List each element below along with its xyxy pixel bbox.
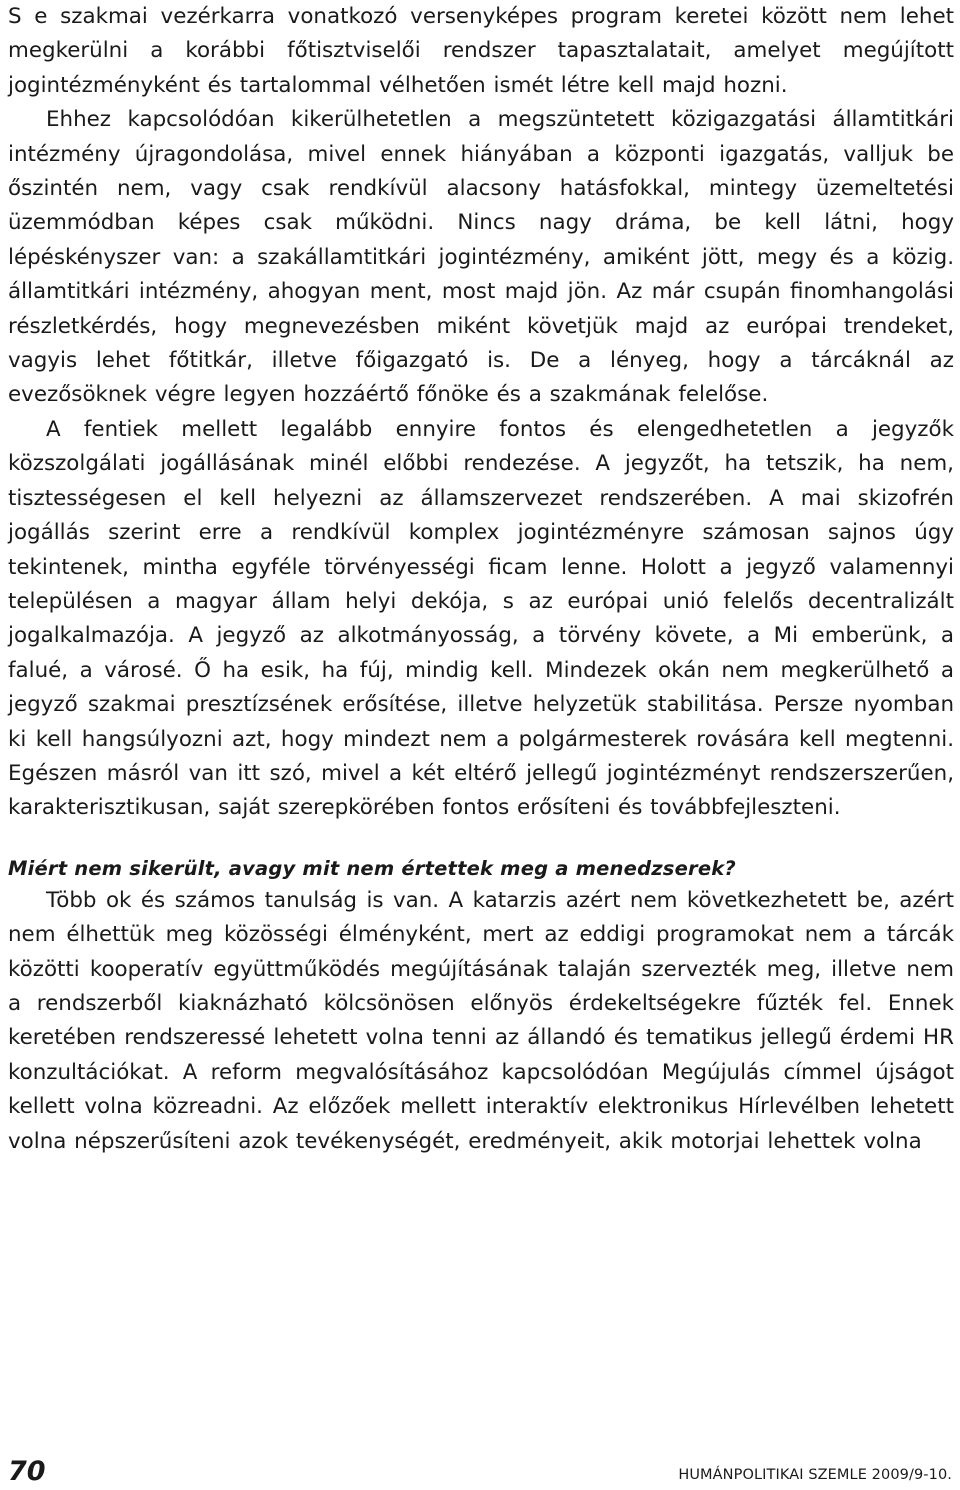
paragraph-2: Ehhez kapcsolódóan kikerülhetetlen a megszüntetett közigazgatási államtitkári intézmény újragondolása, mivel ennek hiányában a központi igazgatás, valljuk be őszintén nem, vagy csak rendkívül alacsony hatásfokkal, mintegy üzemeltetési üzemmódban képes csak működni. Nincs nagy dráma, be kell látni, hogy lépéskényszer van: a szakállamtitkári jogintézmény, amiként jött, megy és a közig. államtitkári intézmény, ahogyan ment, most majd jön. Az már csupán finomhangolási részletkérdés, hogy megnevezésben miként követjük majd az európai trendeket, vagyis lehet főtitkár, illetve főigazgató is. De a lényeg, hogy a tárcáknál az evezősöknek végre legyen hozzáértő főnöke és a szakmának felelőse. [8, 107, 954, 408]
paragraph-4: Több ok és számos tanulság is van. A katarzis azért nem következhetett be, azért nem élhettük meg közösségi élményként, mert az eddigi programokat nem a tárcák közötti kooperatív együttműködés megújításának talaján szervezték meg, illetve nem a rendszerből kiaknázható kölcsönösen előnyös érdekeltségekre fűzték fel. Ennek keretében rendszeressé lehetett volna tenni az állandó és tematikus jellegű érdemi HR konzultációkat. A reform megvalósításához kapcsolódóan Megújulás címmel újságot kellett volna közreadni. Az előzőek mellett interaktív elektronikus Hírlevélben lehetett volna népszerűsíteni azok tevékenységét, eredményeit, akik motorjai lehettek volna [8, 887, 954, 1154]
paragraph-1: S e szakmai vezérkarra vonatkozó versenyképes program keretei között nem lehet megkerülni a korábbi főtisztviselői rendszer tapasztalatait, amelyet megújított jogintézményként és tartalommal vélhetően ismét létre kell majd hozni. [8, 4, 954, 98]
journal-title: HUMÁNPOLITIKAI SZEMLE 2009/9-10. [678, 1467, 952, 1483]
article-body [8, 0, 954, 1159]
page-footer [8, 1455, 952, 1489]
paragraph-3: A fentiek mellett legalább ennyire fontos és elengedhetetlen a jegyzők közszolgálati jogállásának minél előbbi rendezése. A jegyzőt, ha tetszik, ha nem, tisztességesen el kell helyezni az államszervezet rendszerében. A mai skizofrén jogállás szerint erre a rendkívül komplex jogintézményre számosan sajnos úgy tekintenek, mintha egyféle törvényességi ficam lenne. Holott a jegyző valamennyi településen a magyar állam helyi dekója, s az európai unió felelős decentralizált jogalkalmazója. A jegyző az alkotmányosság, a törvény követe, a Mi emberünk, a falué, a városé. Ő ha esik, ha fúj, mindig kell. Mindezek okán nem megkerülhető a jegyző szakmai presztízsének erősítése, illetve helyzetük stabilitása. Persze nyomban ki kell hangsúlyozni azt, hogy mindezt nem a polgármesterek rovására kell megtenni. Egészen másról van itt szó, mivel a két eltérő jellegű jogintézményt rendszerszerűen, karakterisztikusan, saját szerepkörében fontos erősíteni és továbbfejleszteni. [8, 416, 954, 821]
page-number: 70 [8, 1456, 46, 1487]
section-heading: Miért nem sikerült, avagy mit nem értettek meg a menedzserek? [8, 856, 736, 880]
